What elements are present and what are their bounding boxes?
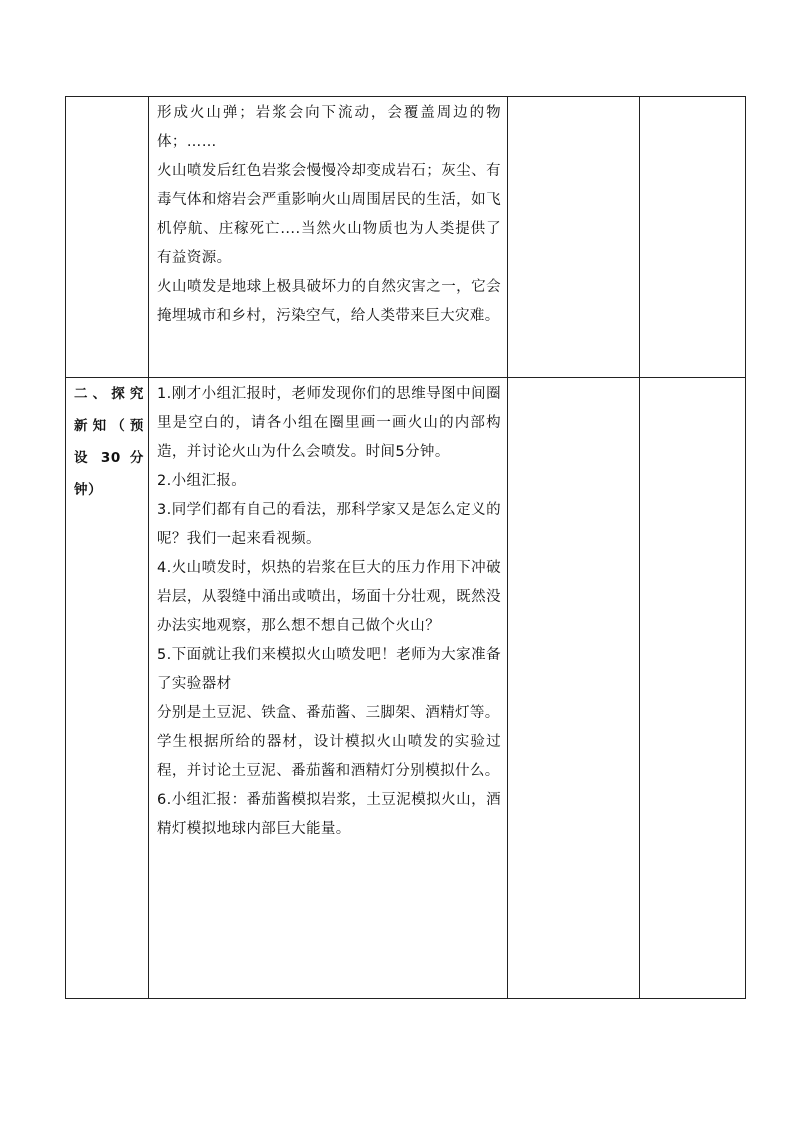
paragraph: 学生根据所给的器材，设计模拟火山喷发的实验过程，并讨论土豆泥、番茄酱和酒精灯分别模拟什么。 <box>157 734 501 779</box>
table-row <box>66 378 746 999</box>
stage-cell <box>66 97 149 378</box>
stage-label: 二、探究新知（预设 30 分钟） <box>74 386 144 498</box>
paragraph: 形成火山弹；岩浆会向下流动，会覆盖周边的物体；…… <box>157 105 501 150</box>
paragraph: 1.刚才小组汇报时，老师发现你们的思维导图中间圈里是空白的，请各小组在圈里画一画火山的内部构造，并讨论火山为什么会喷发。时间5分钟。 <box>157 386 501 460</box>
table-row <box>66 97 746 378</box>
paragraph: 火山喷发是地球上极具破坏力的自然灾害之一，它会掩埋城市和乡村，污染空气，给人类带来巨大灾难。 <box>157 279 501 324</box>
content-cell <box>149 97 508 378</box>
paragraph: 4.火山喷发时，炽热的岩浆在巨大的压力作用下冲破岩层，从裂缝中涌出或喷出，场面十分壮观，既然没办法实地观察，那么想不想自己做个火山？ <box>157 560 501 634</box>
design-intent-cell <box>640 97 746 378</box>
paragraph: 分别是土豆泥、铁盒、番茄酱、三脚架、酒精灯等。 <box>157 705 500 721</box>
content-cell <box>149 378 508 999</box>
paragraph: 5.下面就让我们来模拟火山喷发吧！老师为大家准备了实验器材 <box>157 647 501 692</box>
design-intent-cell <box>640 378 746 999</box>
paragraph: 火山喷发后红色岩浆会慢慢冷却变成岩石；灰尘、有毒气体和熔岩会严重影响火山周围居民的生活，如飞机停航、庄稼死亡....当然火山物质也为人类提供了有益资源。 <box>157 163 501 266</box>
paragraph: 2.小组汇报。 <box>157 473 247 489</box>
student-activity-cell <box>508 378 640 999</box>
paragraph: 3.同学们都有自己的看法，那科学家又是怎么定义的呢？我们一起来看视频。 <box>157 502 501 547</box>
student-activity-cell <box>508 97 640 378</box>
paragraph: 6.小组汇报：番茄酱模拟岩浆，土豆泥模拟火山，酒精灯模拟地球内部巨大能量。 <box>157 792 501 837</box>
stage-cell <box>66 378 149 999</box>
lesson-plan-table <box>65 96 746 999</box>
